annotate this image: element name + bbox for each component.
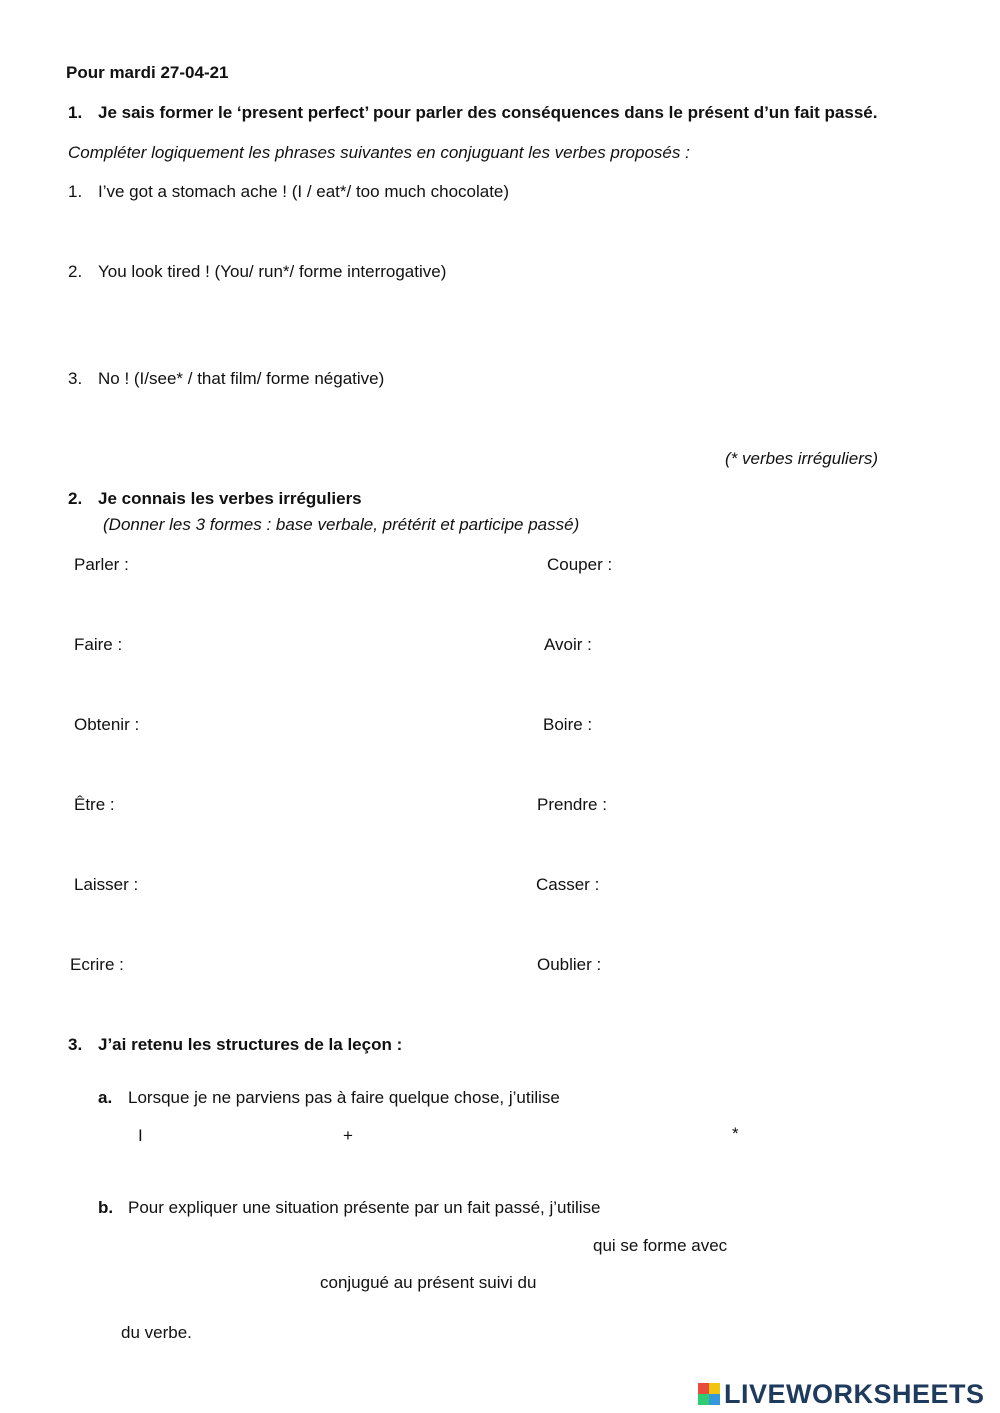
verb-label-right: Avoir : <box>544 635 592 654</box>
structure-b <box>98 1198 601 1218</box>
section2-title: Je connais les verbes irréguliers <box>98 489 362 508</box>
slot-i: I <box>138 1126 143 1145</box>
item-text: I’ve got a stomach ache ! (I / eat*/ too much chocolate) <box>98 182 510 201</box>
section3-heading <box>68 1035 402 1055</box>
section3-number: 3. <box>68 1035 83 1054</box>
verb-label-left: Laisser : <box>74 875 139 894</box>
item-number: 2. <box>68 262 83 281</box>
section3-title: J’ai retenu les structures de la leçon : <box>98 1035 403 1054</box>
section1-number: 1. <box>68 103 83 122</box>
section1-instruction: Compléter logiquement les phrases suivantes en conjuguant les verbes proposés : <box>68 143 690 162</box>
verb-label-right: Prendre : <box>537 795 607 814</box>
verb-label-left: Faire : <box>74 635 123 654</box>
verb-label-right: Oublier : <box>537 955 602 974</box>
tile-yellow <box>709 1383 720 1394</box>
verb-label-left: Obtenir : <box>74 715 140 734</box>
verb-label-right: Couper : <box>547 555 613 574</box>
tile-blue <box>709 1394 720 1405</box>
date-line: Pour mardi 27-04-21 <box>66 63 229 82</box>
structure-b-letter: b. <box>98 1198 114 1217</box>
verb-label-right: Boire : <box>543 715 593 734</box>
verb-label-left: Ecrire : <box>70 955 124 974</box>
structure-b-line4: du verbe. <box>121 1323 192 1342</box>
structure-a-text: Lorsque je ne parviens pas à faire quelque chose, j’utilise <box>128 1088 560 1107</box>
tile-green <box>698 1394 709 1405</box>
exercise-item-3 <box>68 369 384 389</box>
liveworksheets-logo[interactable] <box>698 1380 985 1408</box>
structure-b-line2: qui se forme avec <box>593 1236 728 1255</box>
item-number: 1. <box>68 182 83 201</box>
section2-number: 2. <box>68 489 83 508</box>
structure-a-letter: a. <box>98 1088 113 1107</box>
irregular-verbs-note: (* verbes irréguliers) <box>725 449 879 468</box>
section2-instruction: (Donner les 3 formes : base verbale, prétérit et participe passé) <box>103 515 580 534</box>
item-text: You look tired ! (You/ run*/ forme interrogative) <box>98 262 447 281</box>
structure-a <box>98 1088 560 1108</box>
verb-label-right: Casser : <box>536 875 600 894</box>
item-text: No ! (I/see* / that film/ forme négative) <box>98 369 385 388</box>
section1-title: Je sais former le ‘present perfect’ pour parler des conséquences dans le présent d’un fait passé. <box>98 103 878 122</box>
verb-label-left: Parler : <box>74 555 129 574</box>
section2-heading <box>68 489 362 509</box>
verb-label-left: Être : <box>74 795 115 814</box>
section1-heading <box>68 103 877 123</box>
exercise-item-1 <box>68 182 509 202</box>
slot-star: * <box>732 1124 739 1143</box>
structure-b-text: Pour expliquer une situation présente par un fait passé, j’utilise <box>128 1198 601 1217</box>
logo-text: LIVEWORKSHEETS <box>724 1379 985 1409</box>
logo-tiles-icon <box>698 1383 720 1405</box>
slot-plus: + <box>343 1126 353 1145</box>
tile-red <box>698 1383 709 1394</box>
item-number: 3. <box>68 369 83 388</box>
exercise-item-2 <box>68 262 446 282</box>
structure-b-line3: conjugué au présent suivi du <box>320 1273 537 1292</box>
